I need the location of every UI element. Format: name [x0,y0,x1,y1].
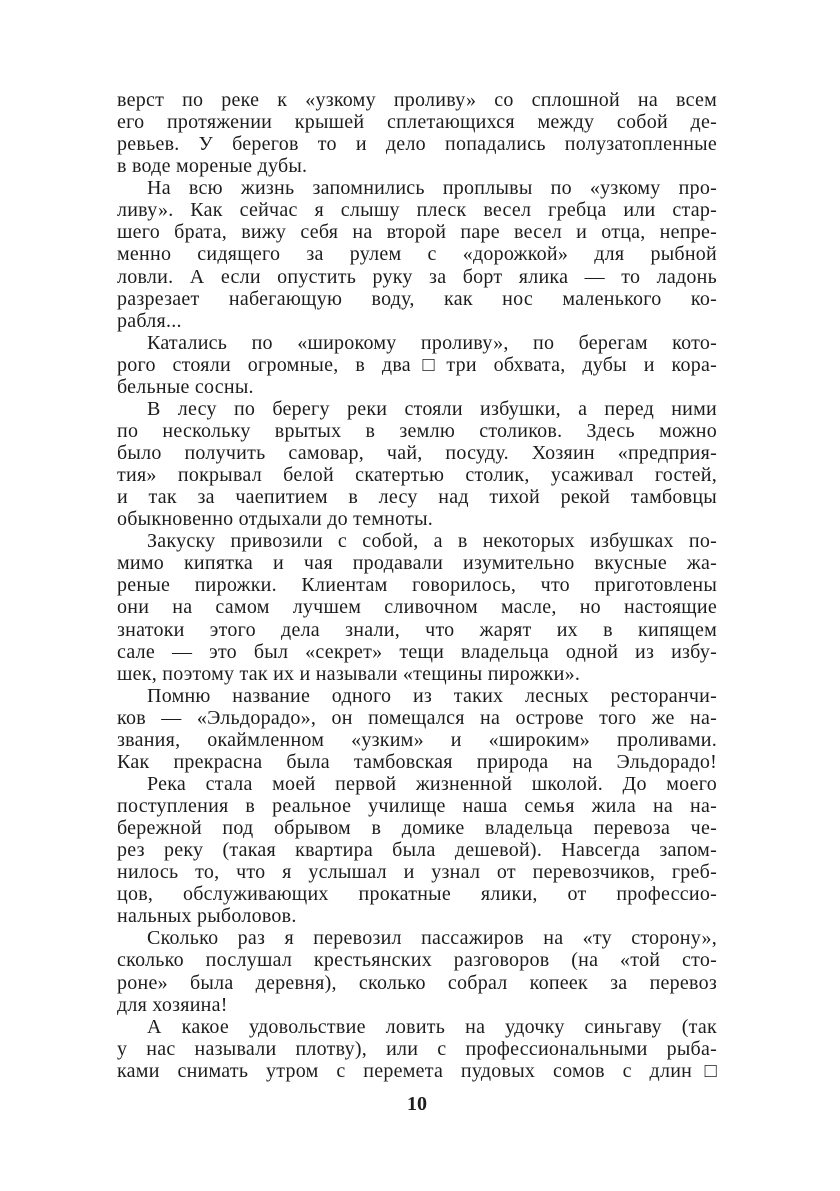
text-line: Катались по «широкому проливу», по берегам кото- [147,331,717,354]
paragraph [117,177,717,331]
text-line: ков — «Эльдорадо», он помещался на острове того же на- [117,706,717,729]
text-line: разрезает набегающую воду, как нос маленького ко- [117,287,717,310]
text-line: Помню название одного из таких лесных ресторанчи- [147,684,717,707]
paragraph [117,927,717,1015]
text-line: знатоки этого дела знали, что жарят их в кипящем [117,618,717,641]
text-line: Река стала моей первой жизненной школой. До моего [147,772,717,795]
paragraph [117,398,717,530]
text-line: его протяжении крышей сплетающихся между собой де- [117,111,717,134]
text-line: реные пирожки. Клиентам говорилось, что приготовлены [117,574,717,597]
text-line: рабля... [117,309,182,332]
text-line: шего брата, вижу себя на второй паре весел и отца, непре- [117,221,717,244]
text-line: в воде мореные дубы. [117,155,308,178]
text-line: бережной под обрывом в домике владельца перевоза че- [117,817,717,840]
text-line: ловли. А если опустить руку за борт ялика — то ладонь [117,265,717,288]
text-line: ревьев. У берегов то и дело попадались полузатопленные [117,133,717,156]
text-line: мимо кипятка и чая продавали изумительно вкусные жа- [117,552,717,575]
text-line: роне» была деревня), сколько собрал копеек за перевоз [117,971,717,994]
text-line: они на самом лучшем сливочном масле, но настоящие [117,596,717,619]
text-line: Сколько раз я перевозил пассажиров на «ту сторону», [147,927,717,950]
text-line: ливу». Как сейчас я слышу плеск весел гребца или стар- [117,199,717,222]
text-line: бельные сосны. [117,375,254,398]
text-line: нальных рыболовов. [117,905,297,928]
text-line: менно сидящего за рулем с «дорожкой» для рыбной [117,243,717,266]
text-line: А какое удовольствие ловить на удочку синьгаву (так [147,1015,717,1038]
text-line: В лесу по берегу реки стояли избушки, а перед ними [147,397,717,420]
text-line: ками снимать утром с перемета пудовых сомов с длин□ [117,1059,717,1082]
text-line: и так за чаепитием в лесу над тихой рекой тамбовцы [117,486,717,509]
text-line: Закуску привозили с собой, а в некоторых избушках по- [147,530,717,553]
paragraph [117,773,717,927]
text-line: сколько послушал крестьянских разговоров (на «той сто- [117,949,717,972]
text-line: обыкновенно отдыхали до темноты. [117,508,434,531]
text-line: нилось то, что я услышал и узнал от перевозчиков, греб- [117,861,717,884]
paragraph [117,89,717,177]
paragraph [117,1016,717,1082]
text-line: рого стояли огромные, в два□три обхвата, дубы и кора- [117,353,717,376]
paragraph [117,685,717,773]
text-line: тия» покрывал белой скатертью столик, усаживал гостей, [117,464,717,487]
text-line: сале — это был «секрет» тещи владельца одной из избу- [117,640,717,663]
text-line: у нас называли плотву), или с профессиональными рыба- [117,1037,717,1060]
text-line: было получить самовар, чай, посуду. Хозяин «предприя- [117,442,717,464]
text-line: шек, поэтому так их и называли «тещины пирожки». [117,662,581,685]
text-line: для хозяина! [117,993,228,1016]
text-line: Как прекрасна была тамбовская природа на Эльдорадо! [117,750,717,773]
text-line: На всю жизнь запомнились проплывы по «узкому про- [147,177,717,200]
page-text [117,89,717,1082]
paragraph [117,332,717,398]
text-line: цов, обслуживающих прокатные ялики, от профессио- [117,883,717,906]
text-line: рез реку (такая квартира была дешевой). Навсегда запом- [117,839,717,862]
page-number: 10 [407,1093,427,1115]
text-line: поступления в реальное училище наша семья жила на на- [117,795,717,817]
text-line: верст по реке к «узкому проливу» со сплошной на всем [117,89,717,111]
text-line: звания, окаймленном «узким» и «широким» проливами. [117,728,717,751]
text-line: по нескольку врытых в землю столиков. Здесь можно [117,419,717,442]
paragraph [117,530,717,684]
